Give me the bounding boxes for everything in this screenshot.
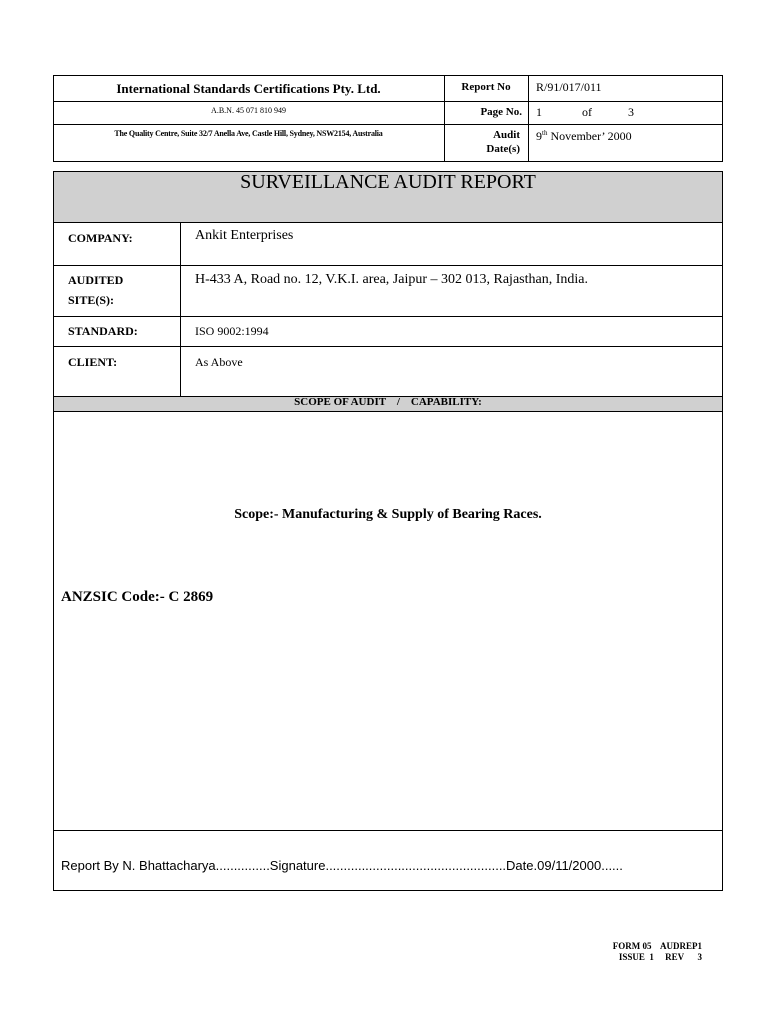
company-value: Ankit Enterprises (195, 228, 294, 243)
title-bottom-line (53, 222, 723, 223)
signoff-line: Report By N. Bhattacharya...............Signature..................................................Date.09/11/2000...... (61, 858, 623, 873)
standard-label: STANDARD: (68, 324, 138, 338)
standard-value: ISO 9002:1994 (195, 324, 269, 338)
audit-date-day: 9 (536, 129, 542, 143)
audit-date-suffix: th (542, 129, 548, 137)
report-no-label: Report No (461, 81, 511, 93)
form-code-line-2: ISSUE 1 REV 3 (618, 952, 702, 962)
row-line-sites (53, 316, 723, 317)
row-line-standard (53, 346, 723, 347)
anzsic-code: ANZSIC Code:- C 2869 (61, 589, 214, 605)
form-code-line-1: FORM 05 AUDREP1 (612, 941, 702, 951)
report-title: SURVEILLANCE AUDIT REPORT (240, 171, 536, 193)
header-row-line-1 (53, 101, 723, 102)
signoff-top-line (53, 830, 723, 831)
abn: A.B.N. 45 071 810 949 (211, 106, 286, 115)
company-name: International Standards Certifications Pty. Ltd. (116, 81, 381, 96)
report-no-value: R/91/017/011 (536, 80, 602, 94)
scope-band-bottom (53, 411, 723, 412)
client-value: As Above (195, 355, 243, 369)
header-divider-2 (528, 75, 529, 162)
row-line-company (53, 265, 723, 266)
label-column-divider (180, 222, 181, 397)
page-of: of (582, 105, 592, 119)
audit-dates-label-2: Date(s) (486, 143, 520, 155)
sites-label-2: SITE(S): (68, 293, 115, 307)
scope-text: Scope:- Manufacturing & Supply of Bearing Races. (234, 507, 542, 522)
company-address: The Quality Centre, Suite 32/7 Anella Ave, Castle Hill, Sydney, NSW2154, Australia (114, 129, 383, 138)
audit-date-rest: November’ 2000 (547, 129, 632, 143)
page-current: 1 (536, 105, 542, 119)
page-total: 3 (628, 105, 634, 119)
client-label: CLIENT: (68, 355, 118, 369)
header-row-line-2 (53, 124, 723, 125)
page-no-label: Page No. (480, 106, 522, 118)
company-label: COMPANY: (68, 231, 133, 245)
sites-value: H-433 A, Road no. 12, V.K.I. area, Jaipur – 302 013, Rajasthan, India. (195, 272, 588, 287)
sites-label-1: AUDITED (68, 273, 124, 287)
audit-date-value (536, 129, 632, 144)
audit-dates-label-1: Audit (493, 129, 520, 141)
scope-header: SCOPE OF AUDIT / CAPABILITY: (294, 396, 482, 408)
